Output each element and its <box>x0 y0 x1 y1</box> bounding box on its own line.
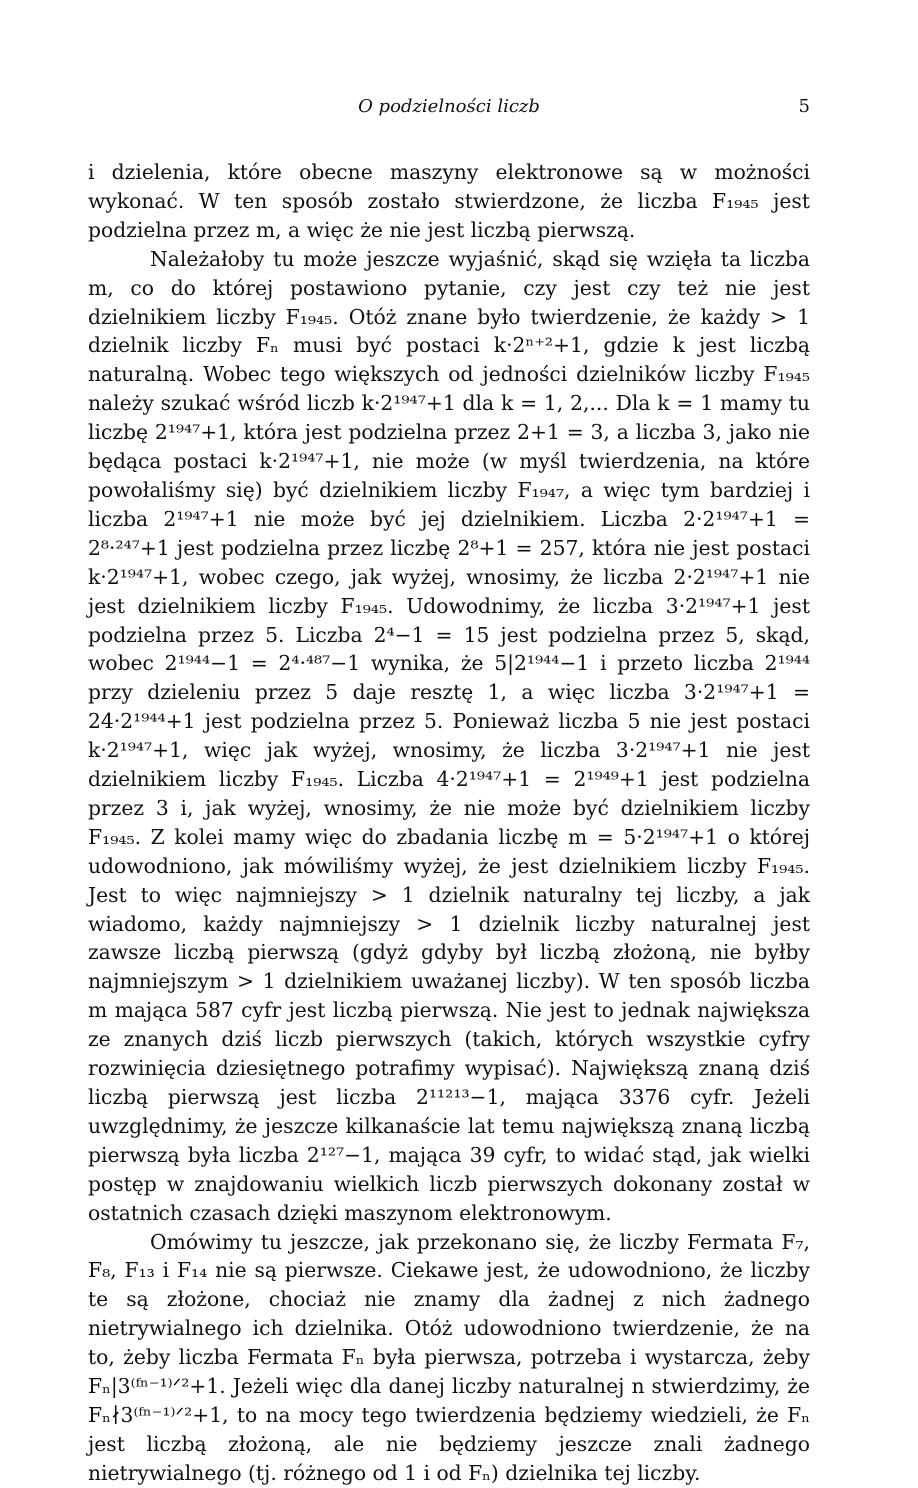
paragraph-divisors: Należałoby tu może jeszcze wyjaśnić, skąd się wzięła ta liczba m, co do której postawiono pytanie, czy jest czy też nie jest dzielnikiem liczby F₁₉₄₅. Otóż znane było twierdzenie, że każdy > 1 dzielnik liczby Fₙ musi być postaci k·2ⁿ⁺²+1, gdzie k jest liczbą naturalną. Wobec tego większych od jedności dzielników liczby F₁₉₄₅ należy szukać wśród liczb k·2¹⁹⁴⁷+1 dla k = 1, 2,... Dla k = 1 mamy tu liczbę 2¹⁹⁴⁷+1, która jest podzielna przez 2+1 = 3, a liczba 3, jako nie będąca postaci k·2¹⁹⁴⁷+1, nie może (w myśl twierdzenia, na które powołaliśmy się) być dzielnikiem liczby F₁₉₄₇, a więc tym bardziej i liczba 2¹⁹⁴⁷+1 nie może być jej dzielnikiem. Liczba 2·2¹⁹⁴⁷+1 = 2⁸·²⁴⁷+1 jest podzielna przez liczbę 2⁸+1 = 257, która nie jest postaci k·2¹⁹⁴⁷+1, wobec czego, jak wyżej, wnosimy, że liczba 2·2¹⁹⁴⁷+1 nie jest dzielnikiem liczby F₁₉₄₅. Udowodnimy, że liczba 3·2¹⁹⁴⁷+1 jest podzielna przez 5. Liczba 2⁴−1 = 15 jest podzielna przez 5, skąd, wobec 2¹⁹⁴⁴−1 = 2⁴·⁴⁸⁷−1 wynika, że 5|2¹⁹⁴⁴−1 i przeto liczba 2¹⁹⁴⁴ przy dzieleniu przez 5 daje resztę 1, a więc liczba 3·2¹⁹⁴⁷+1 = 24·2¹⁹⁴⁴+1 jest podzielna przez 5. Ponieważ liczba 5 nie jest postaci k·2¹⁹⁴⁷+1, więc jak wyżej, wnosimy, że liczba 3·2¹⁹⁴⁷+1 nie jest dzielnikiem liczby F₁₉₄₅. Liczba 4·2¹⁹⁴⁷+1 = 2¹⁹⁴⁹+1 jest podzielna przez 3 i, jak wyżej, wnosimy, że nie może być dzielnikiem liczby F₁₉₄₅. Z kolei mamy więc do zbadania liczbę m = 5·2¹⁹⁴⁷+1 o której udowodniono, jak mówiliśmy wyżej, że jest dzielnikiem liczby F₁₉₄₅. Jest to więc najmniejszy > 1 dzielnik naturalny tej liczby, a jak wiadomo, każdy najmniejszy > 1 dzielnik liczby naturalnej jest zawsze liczbą pierwszą (gdyż gdyby był liczbą złożoną, nie byłby najmniejszym > 1 dzielnikiem uważanej liczby). W ten sposób liczba m mająca 587 cyfr jest liczbą pierwszą. Nie jest to jednak największa ze znanych dziś liczb pierwszych (takich, których wszystkie cyfry rozwinięcia dziesiętnego potrafimy wypisać). Największą znaną dziś liczbą pierwszą jest liczba 2¹¹²¹³−1, mająca 3376 cyfr. Jeżeli uwzględnimy, że jeszcze kilkanaście lat temu największą znaną liczbą pierwszą była liczba 2¹²⁷−1, mająca 39 cyfr, to widać stąd, jak wielki postęp w znajdowaniu wielkich liczb pierwszych dokonany został w ostatnich czasach dzięki maszynom elektronowym. <box>88 246 810 1225</box>
running-title: O podzielności liczb <box>358 96 540 117</box>
page-number: 5 <box>798 96 810 117</box>
running-header <box>88 96 810 118</box>
body-text <box>88 158 810 1488</box>
paragraph-continuation: i dzielenia, które obecne maszyny elektronowe są w możności wykonać. W ten sposób zostało stwierdzone, że liczba F₁₉₄₅ jest podzielna przez m, a więc że nie jest liczbą pierwszą. <box>88 160 810 242</box>
paragraph-fermat-composite: Omówimy tu jeszcze, jak przekonano się, że liczby Fermata F₇, F₈, F₁₃ i F₁₄ nie są pierwsze. Ciekawe jest, że udowodniono, że liczby te są złożone, chociaż nie znamy dla żadnej z nich żadnego nietrywialnego ich dzielnika. Otóż udowodniono twierdzenie, że na to, żeby liczba Fermata Fₙ była pierwsza, potrzeba i wystarcza, żeby Fₙ|3⁽ᶠⁿ⁻¹⁾ᐟ²+1. Jeżeli więc dla danej liczby naturalnej n stwierdzimy, że Fₙ∤3⁽ᶠⁿ⁻¹⁾ᐟ²+1, to na mocy tego twierdzenia będziemy wiedzieli, że Fₙ jest liczbą złożoną, ale nie będziemy jeszcze znali żadnego nietrywialnego (tj. różnego od 1 i od Fₙ) dzielnika tej liczby. <box>88 1229 810 1485</box>
